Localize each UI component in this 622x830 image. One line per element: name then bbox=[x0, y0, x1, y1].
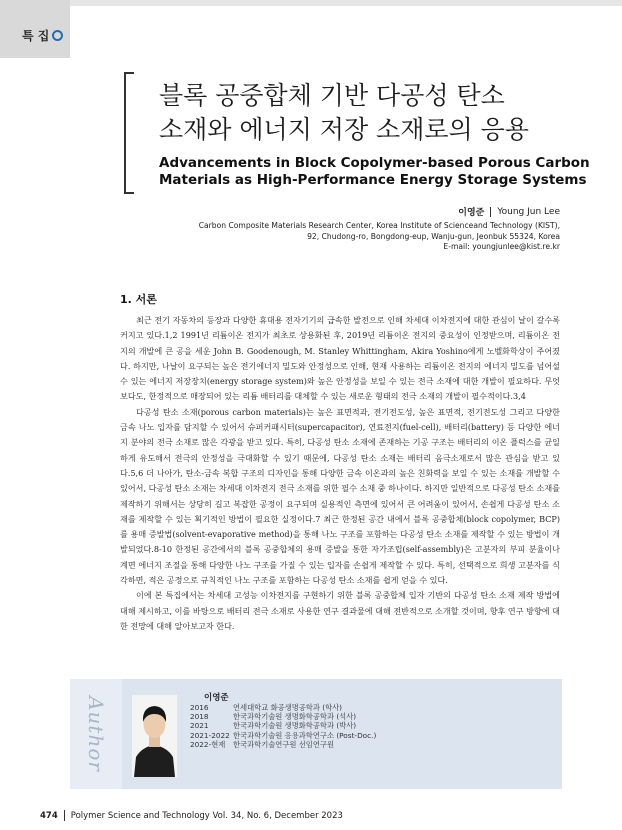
career-row bbox=[190, 731, 376, 740]
affiliation-line-2: 92, Chudong-ro, Bongdong-eup, Wanju-gun, Jeonbuk 55324, Korea bbox=[307, 231, 560, 241]
career-desc: 한국과학기술원 응용과학연구소 (Post-Doc.) bbox=[233, 730, 377, 740]
author-name-korean: 이영준 bbox=[458, 208, 485, 218]
career-year: 2021 bbox=[190, 721, 209, 731]
author-vertical-label bbox=[70, 679, 122, 789]
korean-title-line-2: 소재와 에너지 저장 소재로의 응용 bbox=[159, 115, 529, 144]
career-desc: 연세대학교 화공생명공학과 (학사) bbox=[233, 703, 343, 712]
career-row bbox=[190, 703, 376, 712]
career-desc: 한국과학기술연구원 선임연구원 bbox=[233, 739, 335, 749]
author-label-text: Author bbox=[84, 696, 108, 772]
page-footer bbox=[40, 810, 343, 821]
footer-divider bbox=[64, 810, 65, 821]
affiliation bbox=[130, 221, 560, 253]
english-title bbox=[159, 155, 590, 189]
korean-title bbox=[159, 79, 529, 147]
career-year: 2021-2022 bbox=[190, 730, 230, 740]
portrait-image bbox=[132, 695, 177, 777]
author-name-english: Young Jun Lee bbox=[497, 206, 560, 217]
byline-divider bbox=[490, 207, 491, 217]
career-list bbox=[190, 703, 376, 749]
title-bracket bbox=[124, 72, 134, 194]
paragraph-2: 다공성 탄소 소재(porous carbon materials)는 높은 표면적과, 전기전도성, 높은 표면적, 전기전도성 그리고 다양한 금속 나노 입자를 담지할 수 있어서 슈퍼커패시터(supercapacitor), 연료전지(fuel-cell), 배터리(battery) 등 다양한 에너지 분야의 전극 소재로 많은 각광을 받고 있다. 특히, 다공성 탄소 소재에 존재하는 기공 구조는 배터리의 이온 플럭스를 균일하게 유도해서 전극의 안정성을 극대화할 수 있기 때문에, 다공성 탄소 소재는 배터리 음극소재로서 많은 관심을 받고 있다.5,6 더 나아가, 탄소-금속 복합 구조의 디자인을 통해 다양한 금속 이온과의 높은 친화력을 보일 수 있는 소재를 개발할 수 있어서, 다공성 탄소 소재는 차세대 이차전지 전극 소재를 위한 필수 소재 중 하나이다. 하지만 일반적으로 다공성 탄소 소재를 제작하기 위해서는 상당히 길고 복잡한 공정이 요구되며 실용적인 측면에 있어서 큰 어려움이 있어서, 손쉽게 다공성 탄소 소재를 제작할 수 있는 획기적인 방법이 필요한 실정이다.7 최근 한정된 공간 내에서 블록 공중합체(block copolymer, BCP)를 용매 증발법(solvent-evaporative method)을 통해 나노 구조를 포함하는 다공성 탄소 소재를 제작할 수 있는 방법이 개발되었다.8-10 한정된 공간에서의 블록 공중합체의 용매 증발을 통한 자가조립(self-assembly)은 고분자의 부피 분율이나 계면 에너지 조절을 통해 다양한 나노 구조를 가질 수 있는 입자를 손쉽게 제작할 수 있다. 특히, 선택적으로 희생 고분자를 식각하면, 적은 공정으로 규칙적인 나노 구조를 포함하는 다공성 탄소 소재를 쉽게 얻을 수 있다. bbox=[120, 406, 560, 586]
journal-info: Polymer Science and Technology Vol. 34, No. 6, December 2023 bbox=[70, 810, 343, 821]
author-byline bbox=[458, 205, 560, 218]
career-row bbox=[190, 712, 376, 721]
paragraph-3: 이에 본 특집에서는 차세대 고성능 이차전지를 구현하기 위한 블록 공중합체 입자 기반의 다공성 탄소 소재 제작 방법에 대해 제시하고, 이를 바탕으로 배터리 전극 소재로 사용한 연구 결과물에 대해 전반적으로 소개할 것이며, 향후 연구 방향에 대한 전망에 대해 알아보고자 한다. bbox=[120, 590, 560, 631]
section-tag bbox=[22, 27, 63, 44]
author-profile-box bbox=[70, 679, 562, 789]
section-heading: 1. 서론 bbox=[120, 293, 157, 306]
author-email: E-mail: youngjunlee@kist.re.kr bbox=[443, 242, 560, 251]
korean-title-line-1: 블록 공중합체 기반 다공성 탄소 bbox=[159, 81, 505, 110]
top-gray-bar bbox=[0, 0, 622, 6]
english-title-line-2: Materials as High-Performance Energy Storage Systems bbox=[159, 172, 587, 188]
career-row bbox=[190, 740, 376, 749]
section-tag-label: 특 집 bbox=[22, 29, 50, 43]
author-photo bbox=[132, 695, 177, 777]
career-desc: 한국과학기술원 생명화학공학과 (박사) bbox=[233, 721, 357, 731]
career-row bbox=[190, 721, 376, 730]
ring-icon bbox=[52, 30, 63, 41]
career-year: 2022-현재 bbox=[190, 739, 226, 749]
page-number: 474 bbox=[40, 810, 58, 821]
english-title-line-1: Advancements in Block Copolymer-based Porous Carbon bbox=[159, 155, 590, 171]
career-year: 2018 bbox=[190, 712, 209, 722]
career-desc: 한국과학기술원 생명화학공학과 (석사) bbox=[233, 712, 357, 722]
profile-name: 이영준 bbox=[204, 693, 229, 703]
affiliation-line-1: Carbon Composite Materials Research Center, Korea Institute of Scienceand Technology (KIST), bbox=[198, 221, 560, 230]
body-text bbox=[120, 313, 560, 634]
career-year: 2016 bbox=[190, 703, 209, 712]
paragraph-1: 최근 전기 자동차의 등장과 다양한 휴대용 전자기기의 급속한 발전으로 인해 차세대 이차전지에 대한 관심이 날이 갈수록 커지고 있다.1,2 1991년 리튬이온 전지가 최초로 상용화된 후, 2019년 리튬이온 전지의 중요성이 인정받으며, 리튬이온 전지의 개발에 큰 공을 세운 John B. Goodenough, M. Stanley Whittingham, Akira Yoshino에게 노벨화학상이 주어졌다. 하지만, 나날이 요구되는 높은 전기에너지 밀도와 안정성으로 인해, 현재 사용하는 리튬이온 전지의 에너지 밀도를 넘어설 수 있는 에너지 저장장치(energy storage system)와 높은 안정성을 보일 수 있는 전극 소재에 대한 개발이 필요하다. 무엇보다도, 한정적으로 매장되어 있는 리튬 배터리를 대체할 수 있는 새로운 형태의 전극 소재의 개발이 필수적이다.3,4 bbox=[120, 315, 560, 402]
